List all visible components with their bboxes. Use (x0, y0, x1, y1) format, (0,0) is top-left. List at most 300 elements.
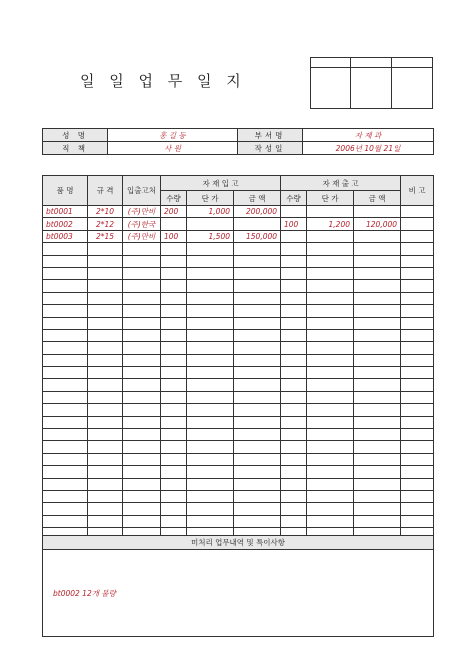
out-amount-cell[interactable] (354, 429, 401, 441)
spec-cell[interactable] (88, 429, 123, 441)
partner-cell[interactable] (123, 429, 161, 441)
in-price-cell[interactable] (187, 255, 234, 267)
out-price-cell[interactable] (307, 391, 354, 403)
spec-cell[interactable]: 2*15 (88, 230, 123, 242)
spec-cell[interactable] (88, 305, 123, 317)
partner-cell[interactable] (123, 354, 161, 366)
partner-cell[interactable] (123, 342, 161, 354)
in-qty-cell[interactable] (161, 416, 187, 428)
in-amount-cell[interactable] (234, 466, 281, 478)
table-row (43, 515, 434, 527)
in-qty-cell[interactable] (161, 503, 187, 515)
out-qty-cell[interactable] (281, 453, 307, 465)
item-cell[interactable] (43, 429, 88, 441)
table-row (43, 354, 434, 366)
out-price-cell[interactable] (307, 267, 354, 279)
spec-cell[interactable] (88, 490, 123, 502)
out-price-cell[interactable] (307, 230, 354, 242)
out-price-cell[interactable] (307, 515, 354, 527)
in-amount-cell[interactable] (234, 404, 281, 416)
out-amount-cell[interactable] (354, 305, 401, 317)
in-amount-cell[interactable] (234, 441, 281, 453)
partner-cell[interactable] (123, 453, 161, 465)
remark-cell[interactable] (401, 453, 434, 465)
out-qty-cell[interactable] (281, 466, 307, 478)
out-amount-cell[interactable] (354, 379, 401, 391)
out-amount-cell[interactable] (354, 230, 401, 242)
in-amount-cell[interactable] (234, 305, 281, 317)
in-price-cell[interactable] (187, 503, 234, 515)
out-price-cell[interactable] (307, 292, 354, 304)
out-amount-cell[interactable] (354, 490, 401, 502)
name-value[interactable]: 홍 길 동 (108, 129, 238, 142)
item-cell[interactable] (43, 379, 88, 391)
out-amount-cell[interactable] (354, 503, 401, 515)
remark-cell[interactable] (401, 429, 434, 441)
notes-table (42, 535, 434, 637)
table-row (43, 267, 434, 279)
out-qty-cell[interactable] (281, 503, 307, 515)
spec-cell[interactable] (88, 503, 123, 515)
out-qty-cell[interactable] (281, 292, 307, 304)
spec-cell[interactable] (88, 441, 123, 453)
out-price-cell[interactable] (307, 342, 354, 354)
out-qty-cell[interactable] (281, 329, 307, 341)
in-price-cell[interactable] (187, 317, 234, 329)
in-amount-cell[interactable] (234, 218, 281, 230)
remark-cell[interactable] (401, 490, 434, 502)
out-price-cell[interactable] (307, 317, 354, 329)
spec-cell[interactable] (88, 367, 123, 379)
out-qty-cell[interactable] (281, 206, 307, 218)
partner-cell[interactable] (123, 466, 161, 478)
in-amount-cell[interactable] (234, 391, 281, 403)
out-qty-cell[interactable] (281, 305, 307, 317)
out-amount-cell[interactable] (354, 354, 401, 366)
in-qty-cell[interactable] (161, 329, 187, 341)
item-cell[interactable] (43, 255, 88, 267)
in-qty-cell[interactable] (161, 342, 187, 354)
in-qty-cell[interactable]: 200 (161, 206, 187, 218)
item-cell[interactable] (43, 305, 88, 317)
remark-cell[interactable] (401, 379, 434, 391)
table-row (43, 280, 434, 292)
in-qty-cell[interactable] (161, 379, 187, 391)
in-qty-cell[interactable] (161, 404, 187, 416)
in-qty-cell[interactable] (161, 292, 187, 304)
out-amount-cell[interactable] (354, 280, 401, 292)
in-amount-cell[interactable] (234, 243, 281, 255)
partner-cell[interactable]: (주)만비 (123, 230, 161, 242)
spec-cell[interactable] (88, 317, 123, 329)
in-price-cell[interactable] (187, 429, 234, 441)
in-qty-cell[interactable] (161, 218, 187, 230)
table-row (43, 416, 434, 428)
remark-cell[interactable] (401, 280, 434, 292)
partner-cell[interactable] (123, 367, 161, 379)
out-amount-cell[interactable] (354, 206, 401, 218)
item-cell[interactable] (43, 503, 88, 515)
remark-cell[interactable] (401, 218, 434, 230)
item-cell[interactable] (43, 243, 88, 255)
partner-cell[interactable] (123, 515, 161, 527)
in-price-cell[interactable] (187, 292, 234, 304)
approval-header-cell (311, 58, 351, 68)
item-header: 품 명 (43, 176, 88, 206)
out-amount-cell[interactable] (354, 453, 401, 465)
in-amount-cell[interactable] (234, 354, 281, 366)
out-qty-cell[interactable] (281, 354, 307, 366)
in-price-cell[interactable] (187, 354, 234, 366)
in-qty-cell[interactable] (161, 317, 187, 329)
in-price-cell[interactable] (187, 490, 234, 502)
out-qty-cell[interactable] (281, 416, 307, 428)
approval-header-cell (351, 58, 392, 68)
item-cell[interactable] (43, 367, 88, 379)
partner-cell[interactable]: (주)한국 (123, 218, 161, 230)
out-price-cell[interactable] (307, 305, 354, 317)
in-qty-header: 수량 (161, 191, 187, 206)
spec-cell[interactable] (88, 342, 123, 354)
spec-cell[interactable]: 2*10 (88, 206, 123, 218)
material-in-header: 자 재 입 고 (161, 176, 281, 191)
in-price-cell[interactable] (187, 267, 234, 279)
out-qty-cell[interactable] (281, 515, 307, 527)
approval-sign-cell[interactable] (351, 68, 392, 109)
in-amount-cell[interactable] (234, 255, 281, 267)
out-qty-cell[interactable] (281, 255, 307, 267)
out-amount-cell[interactable]: 120,000 (354, 218, 401, 230)
out-price-header: 단 가 (307, 191, 354, 206)
in-qty-cell[interactable] (161, 255, 187, 267)
in-amount-cell[interactable] (234, 329, 281, 341)
item-cell[interactable] (43, 329, 88, 341)
in-price-cell[interactable] (187, 453, 234, 465)
in-price-cell[interactable] (187, 416, 234, 428)
in-amount-cell[interactable] (234, 317, 281, 329)
spec-cell[interactable] (88, 515, 123, 527)
out-amount-cell[interactable] (354, 441, 401, 453)
spec-cell[interactable] (88, 453, 123, 465)
in-amount-cell[interactable] (234, 515, 281, 527)
in-price-cell[interactable] (187, 466, 234, 478)
dept-value[interactable]: 자 재 과 (303, 129, 434, 142)
remark-cell[interactable] (401, 206, 434, 218)
remark-cell[interactable] (401, 416, 434, 428)
out-price-cell[interactable] (307, 490, 354, 502)
out-amount-cell[interactable] (354, 329, 401, 341)
remark-cell[interactable] (401, 515, 434, 527)
in-price-cell[interactable] (187, 243, 234, 255)
spec-cell[interactable] (88, 243, 123, 255)
out-qty-cell[interactable] (281, 391, 307, 403)
in-price-cell[interactable] (187, 367, 234, 379)
partner-cell[interactable] (123, 292, 161, 304)
in-price-cell[interactable]: 1,000 (187, 206, 234, 218)
out-amount-cell[interactable] (354, 317, 401, 329)
in-qty-cell[interactable] (161, 515, 187, 527)
item-cell[interactable] (43, 354, 88, 366)
remark-cell[interactable] (401, 267, 434, 279)
in-amount-cell[interactable] (234, 503, 281, 515)
spec-cell[interactable] (88, 416, 123, 428)
remark-cell[interactable] (401, 503, 434, 515)
in-qty-cell[interactable] (161, 453, 187, 465)
remark-cell[interactable] (401, 292, 434, 304)
out-qty-cell[interactable] (281, 478, 307, 490)
notes-header: 미처리 업무내역 및 특이사항 (43, 536, 434, 550)
in-amount-cell[interactable] (234, 478, 281, 490)
partner-cell[interactable] (123, 503, 161, 515)
out-qty-cell[interactable] (281, 230, 307, 242)
out-price-cell[interactable] (307, 416, 354, 428)
partner-cell[interactable] (123, 478, 161, 490)
partner-cell[interactable]: (주)만비 (123, 206, 161, 218)
out-qty-cell[interactable] (281, 429, 307, 441)
out-price-cell[interactable] (307, 379, 354, 391)
in-qty-cell[interactable] (161, 391, 187, 403)
partner-cell[interactable] (123, 379, 161, 391)
item-cell[interactable] (43, 391, 88, 403)
partner-header: 입출고처 (123, 176, 161, 206)
out-amount-cell[interactable] (354, 292, 401, 304)
table-row (43, 317, 434, 329)
in-amount-cell[interactable] (234, 342, 281, 354)
remark-cell[interactable] (401, 243, 434, 255)
spec-header: 규 격 (88, 176, 123, 206)
in-price-cell[interactable] (187, 280, 234, 292)
partner-cell[interactable] (123, 317, 161, 329)
out-price-cell[interactable] (307, 255, 354, 267)
remark-cell[interactable] (401, 255, 434, 267)
date-label: 작성일 (238, 142, 303, 155)
remark-cell[interactable] (401, 342, 434, 354)
out-price-cell[interactable]: 1,200 (307, 218, 354, 230)
remark-cell[interactable] (401, 354, 434, 366)
out-qty-cell[interactable]: 100 (281, 218, 307, 230)
item-cell[interactable] (43, 342, 88, 354)
item-cell[interactable]: bt0002 (43, 218, 88, 230)
partner-cell[interactable] (123, 404, 161, 416)
item-cell[interactable] (43, 441, 88, 453)
in-price-cell[interactable] (187, 379, 234, 391)
in-amount-cell[interactable]: 150,000 (234, 230, 281, 242)
item-cell[interactable] (43, 317, 88, 329)
table-row (43, 218, 434, 230)
in-qty-cell[interactable] (161, 267, 187, 279)
partner-cell[interactable] (123, 255, 161, 267)
spec-cell[interactable] (88, 466, 123, 478)
spec-cell[interactable] (88, 292, 123, 304)
spec-cell[interactable] (88, 329, 123, 341)
remark-cell[interactable] (401, 478, 434, 490)
out-qty-cell[interactable] (281, 267, 307, 279)
item-cell[interactable] (43, 404, 88, 416)
out-qty-cell[interactable] (281, 367, 307, 379)
table-row (43, 379, 434, 391)
in-amount-cell[interactable] (234, 280, 281, 292)
out-amount-cell[interactable] (354, 478, 401, 490)
in-amount-cell[interactable] (234, 490, 281, 502)
in-price-cell[interactable] (187, 218, 234, 230)
in-amount-cell[interactable] (234, 429, 281, 441)
in-qty-cell[interactable] (161, 441, 187, 453)
out-qty-cell[interactable] (281, 317, 307, 329)
partner-cell[interactable] (123, 267, 161, 279)
out-price-cell[interactable] (307, 478, 354, 490)
out-price-cell[interactable] (307, 329, 354, 341)
remark-cell[interactable] (401, 367, 434, 379)
in-price-cell[interactable] (187, 391, 234, 403)
item-cell[interactable]: bt0001 (43, 206, 88, 218)
table-row (43, 230, 434, 242)
notes-content[interactable]: bt0002 12개 불량 (43, 550, 434, 637)
item-cell[interactable]: bt0003 (43, 230, 88, 242)
partner-cell[interactable] (123, 490, 161, 502)
partner-cell[interactable] (123, 391, 161, 403)
remark-cell[interactable] (401, 230, 434, 242)
out-amount-header: 금 액 (354, 191, 401, 206)
spec-cell[interactable] (88, 404, 123, 416)
out-amount-cell[interactable] (354, 416, 401, 428)
out-amount-cell[interactable] (354, 466, 401, 478)
in-qty-cell[interactable] (161, 429, 187, 441)
remark-cell[interactable] (401, 305, 434, 317)
in-price-cell[interactable] (187, 404, 234, 416)
in-qty-cell[interactable] (161, 478, 187, 490)
in-amount-cell[interactable] (234, 453, 281, 465)
partner-cell[interactable] (123, 243, 161, 255)
partner-cell[interactable] (123, 280, 161, 292)
out-qty-cell[interactable] (281, 404, 307, 416)
in-qty-cell[interactable]: 100 (161, 230, 187, 242)
table-row (43, 490, 434, 502)
remark-cell[interactable] (401, 441, 434, 453)
out-amount-cell[interactable] (354, 243, 401, 255)
remark-cell[interactable] (401, 466, 434, 478)
out-qty-cell[interactable] (281, 490, 307, 502)
spec-cell[interactable] (88, 255, 123, 267)
spec-cell[interactable] (88, 478, 123, 490)
out-qty-cell[interactable] (281, 243, 307, 255)
partner-cell[interactable] (123, 416, 161, 428)
item-cell[interactable] (43, 267, 88, 279)
item-cell[interactable] (43, 292, 88, 304)
spec-cell[interactable] (88, 354, 123, 366)
in-price-cell[interactable] (187, 441, 234, 453)
material-out-header: 자 재 출 고 (281, 176, 401, 191)
remark-cell[interactable] (401, 317, 434, 329)
table-row (43, 453, 434, 465)
in-price-cell[interactable]: 1,500 (187, 230, 234, 242)
out-qty-cell[interactable] (281, 441, 307, 453)
table-row (43, 429, 434, 441)
table-row (43, 329, 434, 341)
spec-cell[interactable] (88, 267, 123, 279)
in-price-cell[interactable] (187, 329, 234, 341)
out-amount-cell[interactable] (354, 255, 401, 267)
item-cell[interactable] (43, 453, 88, 465)
in-qty-cell[interactable] (161, 305, 187, 317)
position-value[interactable]: 사 원 (108, 142, 238, 155)
in-qty-cell[interactable] (161, 243, 187, 255)
out-price-cell[interactable] (307, 429, 354, 441)
out-amount-cell[interactable] (354, 404, 401, 416)
out-price-cell[interactable] (307, 503, 354, 515)
out-price-cell[interactable] (307, 280, 354, 292)
approval-box (310, 57, 433, 109)
table-row (43, 367, 434, 379)
table-row (43, 478, 434, 490)
spec-cell[interactable]: 2*12 (88, 218, 123, 230)
out-qty-cell[interactable] (281, 342, 307, 354)
in-amount-cell[interactable] (234, 379, 281, 391)
in-qty-cell[interactable] (161, 280, 187, 292)
out-amount-cell[interactable] (354, 391, 401, 403)
out-price-cell[interactable] (307, 367, 354, 379)
remark-cell[interactable] (401, 404, 434, 416)
item-cell[interactable] (43, 478, 88, 490)
in-amount-cell[interactable] (234, 416, 281, 428)
in-qty-cell[interactable] (161, 490, 187, 502)
in-price-cell[interactable] (187, 515, 234, 527)
item-cell[interactable] (43, 416, 88, 428)
table-row (43, 503, 434, 515)
out-price-cell[interactable] (307, 404, 354, 416)
in-amount-cell[interactable] (234, 267, 281, 279)
remark-cell[interactable] (401, 391, 434, 403)
item-cell[interactable] (43, 280, 88, 292)
spec-cell[interactable] (88, 391, 123, 403)
in-price-cell[interactable] (187, 305, 234, 317)
item-cell[interactable] (43, 490, 88, 502)
out-amount-cell[interactable] (354, 367, 401, 379)
out-amount-cell[interactable] (354, 515, 401, 527)
in-amount-cell[interactable]: 200,000 (234, 206, 281, 218)
table-row (43, 255, 434, 267)
out-price-cell[interactable] (307, 243, 354, 255)
out-amount-cell[interactable] (354, 342, 401, 354)
in-qty-cell[interactable] (161, 354, 187, 366)
spec-cell[interactable] (88, 280, 123, 292)
in-amount-cell[interactable] (234, 367, 281, 379)
out-price-cell[interactable] (307, 466, 354, 478)
out-amount-cell[interactable] (354, 267, 401, 279)
out-price-cell[interactable] (307, 453, 354, 465)
remark-cell[interactable] (401, 329, 434, 341)
dept-label: 부서명 (238, 129, 303, 142)
approval-sign-cell[interactable] (311, 68, 351, 109)
out-qty-cell[interactable] (281, 379, 307, 391)
item-cell[interactable] (43, 466, 88, 478)
date-value[interactable]: 2006년 10월 21일 (303, 142, 434, 155)
partner-cell[interactable] (123, 305, 161, 317)
in-price-cell[interactable] (187, 342, 234, 354)
item-cell[interactable] (43, 515, 88, 527)
in-qty-cell[interactable] (161, 466, 187, 478)
in-amount-cell[interactable] (234, 292, 281, 304)
spec-cell[interactable] (88, 379, 123, 391)
out-qty-cell[interactable] (281, 280, 307, 292)
approval-sign-cell[interactable] (392, 68, 433, 109)
out-price-cell[interactable] (307, 354, 354, 366)
partner-cell[interactable] (123, 329, 161, 341)
out-price-cell[interactable] (307, 441, 354, 453)
in-price-cell[interactable] (187, 478, 234, 490)
out-price-cell[interactable] (307, 206, 354, 218)
in-qty-cell[interactable] (161, 367, 187, 379)
partner-cell[interactable] (123, 441, 161, 453)
